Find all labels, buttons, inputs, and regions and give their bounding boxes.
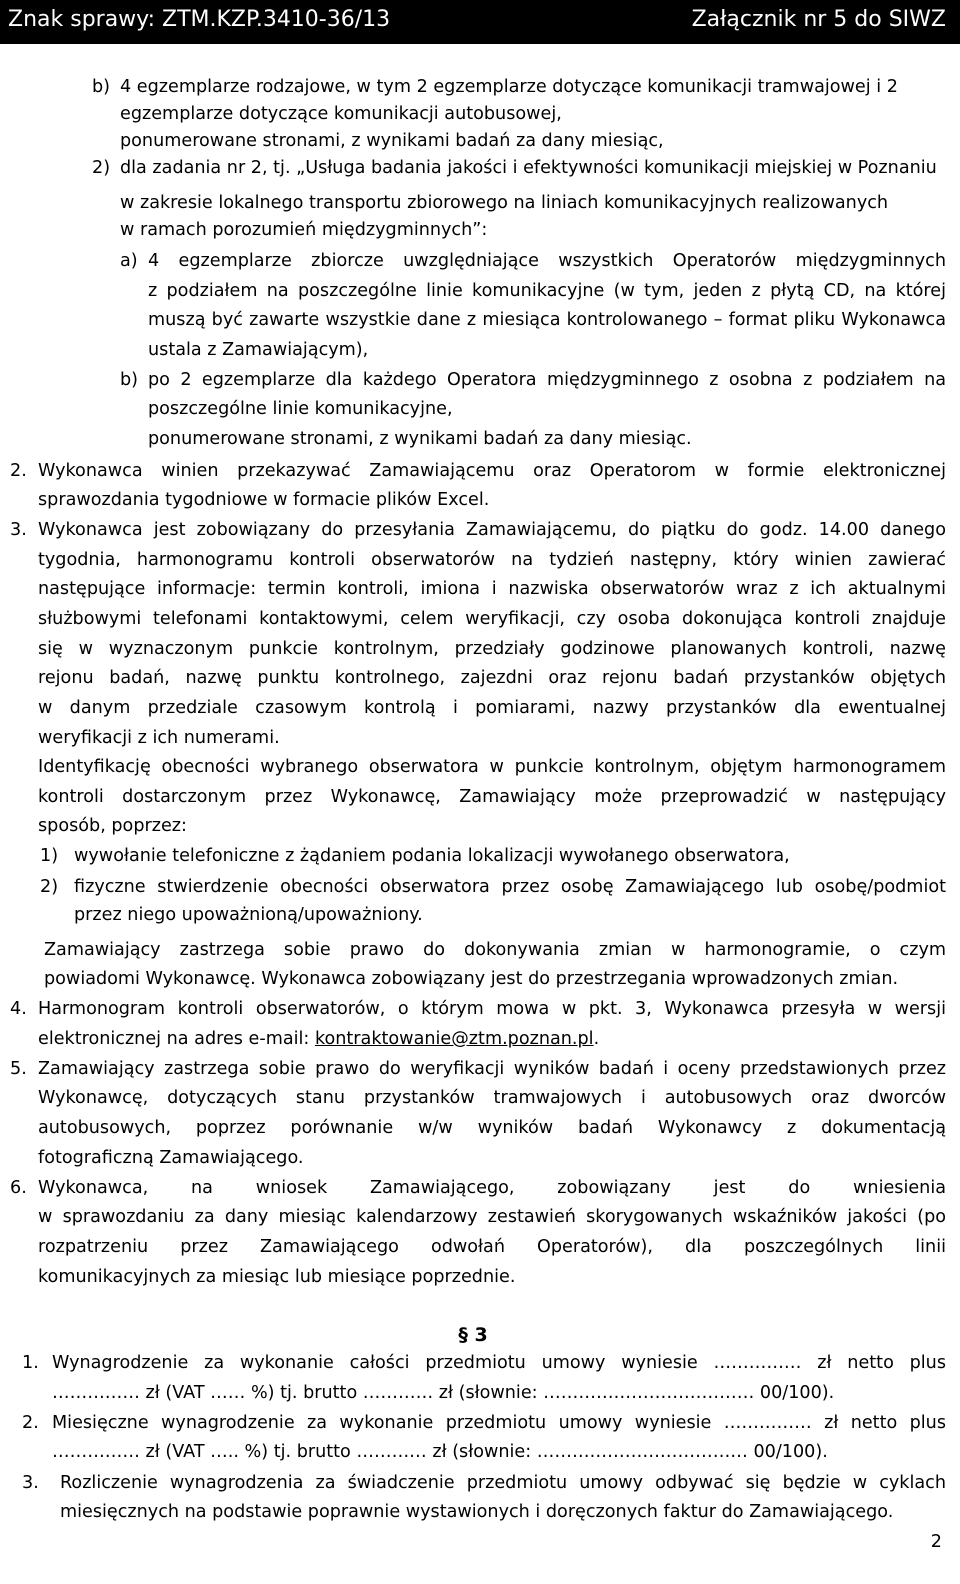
text-line: 4 egzemplarze zbiorcze uwzględniające wszystkich Operatorów międzygminnych: [148, 251, 946, 271]
text-line: wywołanie telefoniczne z żądaniem podania lokalizacji wywołanego obserwatora,: [74, 846, 790, 866]
item-number: 4.: [10, 999, 27, 1019]
text-line: Identyfikację obecności wybranego obserwatora w punkcie kontrolnym, objętym harmonogramem: [38, 757, 946, 777]
text-line: ponumerowane stronami, z wynikami badań za dany miesiąc,: [120, 131, 664, 151]
text-line: poszczególne linie komunikacyjne,: [148, 399, 453, 419]
text-line: ponumerowane stronami, z wynikami badań za dany miesiąc.: [148, 429, 692, 449]
list-label: b): [92, 77, 111, 97]
text-line: egzemplarze dotyczące komunikacji autobusowej,: [120, 104, 562, 124]
item-number: 3.: [10, 520, 27, 540]
item-number: 5.: [10, 1059, 27, 1079]
list-label: 2): [92, 158, 111, 178]
text-line: weryfikacji z ich numerami.: [38, 728, 280, 748]
page-number: 2: [930, 1532, 942, 1552]
text-line: fotograficzną Zamawiającego.: [38, 1148, 304, 1168]
text-line: Miesięczne wynagrodzenie za wykonanie przedmiotu umowy wyniesie …………… zł netto plus: [52, 1413, 946, 1433]
text-line: się w wyznaczonym punkcie kontrolnym, przedziały godzinowe planowanych kontroli, nazwę: [38, 639, 946, 659]
text-line: w ramach porozumień międzygminnych”:: [120, 220, 488, 240]
text-line: 4 egzemplarze rodzajowe, w tym 2 egzemplarze dotyczące komunikacji tramwajowej i 2: [120, 77, 898, 97]
text-line: rozpatrzeniu przez Zamawiającego odwołań Operatorów), dla poszczególnych linii: [38, 1237, 946, 1257]
list-label: 1): [40, 846, 59, 866]
text-line: służbowymi telefonami kontaktowymi, celem weryfikacji, czy osoba dokonująca kontroli znajduje: [38, 609, 946, 629]
text-line: muszą być zawarte wszystkie dane z miesiąca kontrolowanego – format pliku Wykonawca: [148, 310, 946, 330]
text-line: dla zadania nr 2, tj. „Usługa badania jakości i efektywności komunikacji miejskiej w Poznaniu: [120, 158, 937, 178]
attachment-label: Załącznik nr 5 do SIWZ: [691, 7, 946, 32]
text-line: powiadomi Wykonawcę. Wykonawca zobowiązany jest do przestrzegania wprowadzonych zmian.: [44, 969, 899, 989]
text-line: tygodnia, harmonogramu kontroli obserwatorów na tydzień następny, który winien zawierać: [38, 550, 946, 570]
text-line: Wykonawcę, dotyczących stanu przystanków tramwajowych i autobusowych oraz dworców: [38, 1088, 946, 1108]
item-number: 2.: [10, 461, 27, 481]
text-line: komunikacyjnych za miesiąc lub miesiące poprzednie.: [38, 1267, 516, 1287]
item-number: 6.: [10, 1178, 27, 1198]
text-line: z podziałem na poszczególne linie komunikacyjne (w tym, jeden z płytą CD, na której: [148, 281, 946, 301]
item-number: 3.: [22, 1473, 39, 1493]
text-line: …………… zł (VAT ….. %) tj. brutto ………… zł (słownie: ……………………………… 00/100).: [52, 1442, 828, 1462]
text-fragment: .: [593, 1029, 600, 1049]
text-line: Zamawiający zastrzega sobie prawo do dokonywania zmian w harmonogramie, o czym: [44, 940, 946, 960]
text-line: fizyczne stwierdzenie obecności obserwatora przez osobę Zamawiającego lub osobę/podmiot: [74, 877, 946, 897]
text-line: rejonu badań, nazwę punktu kontrolnego, zajezdni oraz rejonu badań przystanków objętych: [38, 668, 946, 688]
text-line: sposób, poprzez:: [38, 816, 187, 836]
section-title: § 3: [458, 1324, 488, 1346]
text-line: w zakresie lokalnego transportu zbiorowego na liniach komunikacyjnych realizowanych: [120, 193, 889, 213]
text-line: Harmonogram kontroli obserwatorów, o którym mowa w pkt. 3, Wykonawca przesyła w wersji: [38, 999, 946, 1019]
item-number: 1.: [22, 1353, 39, 1373]
text-line: Zamawiający zastrzega sobie prawo do weryfikacji wyników badań i oceny przedstawionych przez: [38, 1059, 946, 1079]
text-line: Rozliczenie wynagrodzenia za świadczenie przedmiotu umowy odbywać się będzie w cyklach: [60, 1473, 946, 1493]
list-label: a): [120, 251, 138, 271]
list-label: 2): [40, 877, 59, 897]
text-line: Wykonawca, na wniosek Zamawiającego, zobowiązany jest do wniesienia: [38, 1178, 946, 1198]
text-line: …………… zł (VAT …… %) tj. brutto ………… zł (słownie: ……………………………… 00/100).: [52, 1383, 835, 1403]
text-line: autobusowych, poprzez porównanie w/w wyników badań Wykonawcy z dokumentacją: [38, 1118, 946, 1138]
list-label: b): [120, 370, 139, 390]
text-fragment: elektronicznej na adres e-mail:: [38, 1029, 315, 1049]
text-line: sprawozdania tygodniowe w formacie plików Excel.: [38, 490, 490, 510]
text-line: Wykonawca jest zobowiązany do przesyłania Zamawiającemu, do piątku do godz. 14.00 danego: [38, 520, 946, 540]
text-line: następujące informacje: termin kontroli, imiona i nazwiska obserwatorów wraz z ich aktualnymi: [38, 579, 946, 599]
section-heading: [0, 1323, 960, 1347]
text-line: Wynagrodzenie za wykonanie całości przedmiotu umowy wyniesie …………… zł netto plus: [52, 1353, 946, 1373]
item-number: 2.: [22, 1413, 39, 1433]
text-line: Wykonawca winien przekazywać Zamawiającemu oraz Operatorom w formie elektronicznej: [38, 461, 946, 481]
text-line: przez niego upoważnioną/upoważniony.: [74, 905, 423, 925]
text-line: w sprawozdaniu za dany miesiąc kalendarzowy zestawień skorygowanych wskaźników jakości (po: [38, 1207, 946, 1227]
text-line: w danym przedziale czasowym kontrolą i pomiarami, nazwy przystanków dla ewentualnej: [38, 698, 946, 718]
text-line: po 2 egzemplarze dla każdego Operatora międzygminnego z osobna z podziałem na: [148, 370, 946, 390]
text-line: [38, 1028, 599, 1050]
text-line: ustala z Zamawiającym),: [148, 340, 369, 360]
text-line: miesięcznych na podstawie poprawnie wystawionych i doręczonych faktur do Zamawiającego.: [60, 1502, 894, 1522]
text-line: kontroli dostarczonym przez Wykonawcę, Zamawiający może przeprowadzić w następujący: [38, 787, 946, 807]
case-number: Znak sprawy: ZTM.KZP.3410-36/13: [8, 7, 391, 32]
email-link[interactable]: kontraktowanie@ztm.poznan.pl: [314, 1029, 594, 1049]
